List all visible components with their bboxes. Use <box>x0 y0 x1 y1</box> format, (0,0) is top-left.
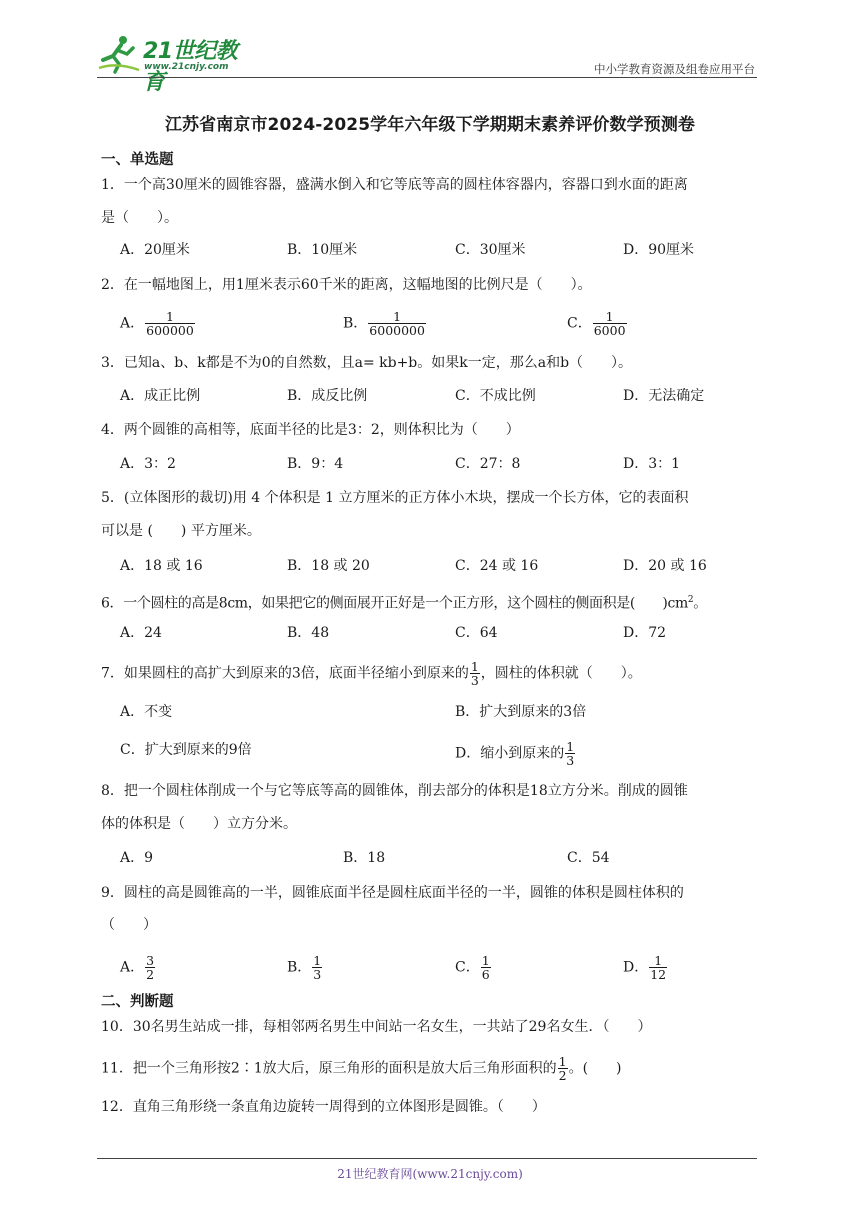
q7-option-d-text: D．缩小到原来的 <box>455 745 565 762</box>
page-footer[interactable]: 21世纪教育网(www.21cnjy.com) <box>337 1167 523 1181</box>
question-7-post: ，圆柱的体积就（ ）。 <box>480 665 642 682</box>
runner-logo-icon <box>97 34 141 74</box>
q6-option-d[interactable]: D．72 <box>623 625 667 641</box>
header-divider <box>97 77 757 78</box>
q4-option-c[interactable]: C．27：8 <box>455 456 521 472</box>
q3-option-c[interactable]: C．不成比例 <box>455 388 536 404</box>
q3-option-b[interactable]: B．成反比例 <box>287 388 368 404</box>
footer-divider <box>97 1158 757 1159</box>
question-6 <box>101 590 707 614</box>
q7-option-a[interactable]: A．不变 <box>120 704 173 720</box>
fraction-denominator: 6000000 <box>369 323 425 338</box>
q5-option-d[interactable]: D．20 或 16 <box>623 558 707 574</box>
q4-option-a[interactable]: A．3：2 <box>120 456 176 472</box>
fraction <box>312 954 322 981</box>
q6-option-c[interactable]: C．64 <box>455 625 498 641</box>
fraction-denominator: 2 <box>558 1068 567 1083</box>
q9-option-b-prefix: B． <box>287 959 312 976</box>
q7-option-d[interactable] <box>455 740 576 767</box>
logo-text: 21世纪教育 <box>143 39 238 95</box>
q9-option-c[interactable] <box>455 954 492 981</box>
q1-option-b[interactable]: B．10厘米 <box>287 242 358 258</box>
q2-option-c[interactable] <box>567 310 628 337</box>
fraction <box>368 310 426 337</box>
site-logo[interactable] <box>97 34 257 95</box>
q1-option-a[interactable]: A．20厘米 <box>120 242 190 258</box>
q9-option-d[interactable] <box>623 954 668 981</box>
fraction-numerator: 1 <box>393 309 402 324</box>
fraction <box>558 1055 568 1082</box>
q3-option-d[interactable]: D．无法确定 <box>623 388 705 404</box>
superscript: 2 <box>687 595 694 605</box>
question-9-line-2: （ ） <box>101 917 157 933</box>
question-11-pre: 11．把一个三角形按2∶1放大后，原三角形的面积是放大后三角形面积的 <box>101 1060 557 1077</box>
q9-option-c-prefix: C． <box>455 959 480 976</box>
q3-option-a[interactable]: A．成正比例 <box>120 388 201 404</box>
q2-option-a[interactable] <box>120 310 196 337</box>
q9-option-a-prefix: A． <box>120 959 145 976</box>
question-6-end: 。 <box>693 595 707 612</box>
fraction-numerator: 1 <box>605 309 614 324</box>
question-1-line-1: 1．一个高30厘米的圆锥容器，盛满水倒入和它等底等高的圆柱体容器内，容器口到水面的距离 <box>101 177 688 193</box>
q8-option-a[interactable]: A．9 <box>120 850 154 866</box>
q4-option-b[interactable]: B．9：4 <box>287 456 344 472</box>
fraction-numerator: 1 <box>470 659 479 674</box>
platform-name: 中小学教育资源及组卷应用平台 <box>594 62 755 76</box>
fraction-numerator: 1 <box>166 309 174 324</box>
question-8-line-1: 8．把一个圆柱体削成一个与它等底等高的圆锥体，削去部分的体积是18立方分米。削成的圆锥 <box>101 783 688 799</box>
q8-option-c[interactable]: C．54 <box>567 850 610 866</box>
fraction-denominator: 600000 <box>146 323 194 338</box>
question-12: 12．直角三角形绕一条直角边旋转一周得到的立体图形是圆锥。（ ） <box>101 1099 546 1115</box>
question-5-line-1: 5．(立体图形的裁切)用 4 个体积是 1 立方厘米的正方体小木块，摆成一个长方体，它的表面积 <box>101 490 689 506</box>
fraction-denominator: 12 <box>650 967 667 982</box>
question-9-line-1: 9．圆柱的高是圆锥高的一半，圆锥底面半径是圆柱底面半径的一半，圆锥的体积是圆柱体积的 <box>101 885 684 901</box>
q9-option-a[interactable] <box>120 954 156 981</box>
fraction <box>481 954 491 981</box>
page-header <box>97 30 757 95</box>
fraction <box>470 660 480 687</box>
fraction <box>649 954 667 981</box>
fraction <box>145 954 155 981</box>
question-11 <box>101 1055 622 1082</box>
fraction-numerator: 1 <box>313 953 322 968</box>
section-heading-true-false: 二、判断题 <box>101 994 174 1010</box>
q6-option-b[interactable]: B．48 <box>287 625 330 641</box>
logo-url: www.21cnjy.com <box>144 62 229 72</box>
q5-option-b[interactable]: B．18 或 20 <box>287 558 370 574</box>
fraction-denominator: 3 <box>470 673 479 688</box>
q9-option-d-prefix: D． <box>623 959 649 976</box>
q7-option-b[interactable]: B．扩大到原来的3倍 <box>455 704 587 720</box>
q5-option-c[interactable]: C．24 或 16 <box>455 558 539 574</box>
q6-option-a[interactable]: A．24 <box>120 625 162 641</box>
question-1-line-2: 是（ ）。 <box>101 210 178 226</box>
fraction-denominator: 6000 <box>593 323 626 338</box>
fraction <box>593 310 627 337</box>
q2-option-a-prefix: A． <box>120 315 145 332</box>
q1-option-c[interactable]: C．30厘米 <box>455 242 526 258</box>
q9-option-b[interactable] <box>287 954 323 981</box>
fraction <box>565 740 575 767</box>
fraction-numerator: 1 <box>558 1054 567 1069</box>
q2-option-b-prefix: B． <box>343 315 368 332</box>
section-heading-single-choice: 一、单选题 <box>101 152 174 168</box>
fraction-numerator: 1 <box>654 953 663 968</box>
q2-option-c-prefix: C． <box>567 315 592 332</box>
question-5-line-2: 可以是 ( ) 平方厘米。 <box>101 523 261 539</box>
question-4: 4．两个圆锥的高相等，底面半径的比是3：2，则体积比为（ ） <box>101 422 520 438</box>
question-2: 2．在一幅地图上，用1厘米表示60千米的距离，这幅地图的比例尺是（ ）。 <box>101 277 592 293</box>
q7-option-c[interactable]: C．扩大到原来的9倍 <box>120 742 252 758</box>
question-7-pre: 7．如果圆柱的高扩大到原来的3倍，底面半径缩小到原来的 <box>101 665 469 682</box>
q2-option-b[interactable] <box>343 310 427 337</box>
question-11-post: 。( ) <box>568 1060 622 1077</box>
fraction-denominator: 2 <box>146 967 155 982</box>
q8-option-b[interactable]: B．18 <box>343 850 386 866</box>
q4-option-d[interactable]: D．3：1 <box>623 456 681 472</box>
fraction-denominator: 3 <box>566 753 575 768</box>
fraction-denominator: 6 <box>481 967 490 982</box>
question-10: 10．30名男生站成一排，每相邻两名男生中间站一名女生，一共站了29名女生．（ ） <box>101 1019 652 1035</box>
fraction-numerator: 1 <box>481 953 490 968</box>
fraction-denominator: 3 <box>313 967 322 982</box>
fraction-numerator: 3 <box>146 953 155 968</box>
page-title: 江苏省南京市2024-2025学年六年级下学期期末素养评价数学预测卷 <box>164 115 696 135</box>
question-3: 3．已知a、b、k都是不为0的自然数，且a= kb+b。如果k一定，那么a和b（ ）。 <box>101 355 633 371</box>
q1-option-d[interactable]: D．90厘米 <box>623 242 695 258</box>
question-7 <box>101 660 642 687</box>
fraction-numerator: 1 <box>566 739 575 754</box>
q5-option-a[interactable]: A．18 或 16 <box>120 558 203 574</box>
fraction <box>145 310 195 337</box>
question-8-line-2: 体的体积是（ ）立方分米。 <box>101 816 297 832</box>
question-6-text: 6．一个圆柱的高是8cm，如果把它的侧面展开正好是一个正方形，这个圆柱的侧面积是( )cm <box>101 595 688 612</box>
